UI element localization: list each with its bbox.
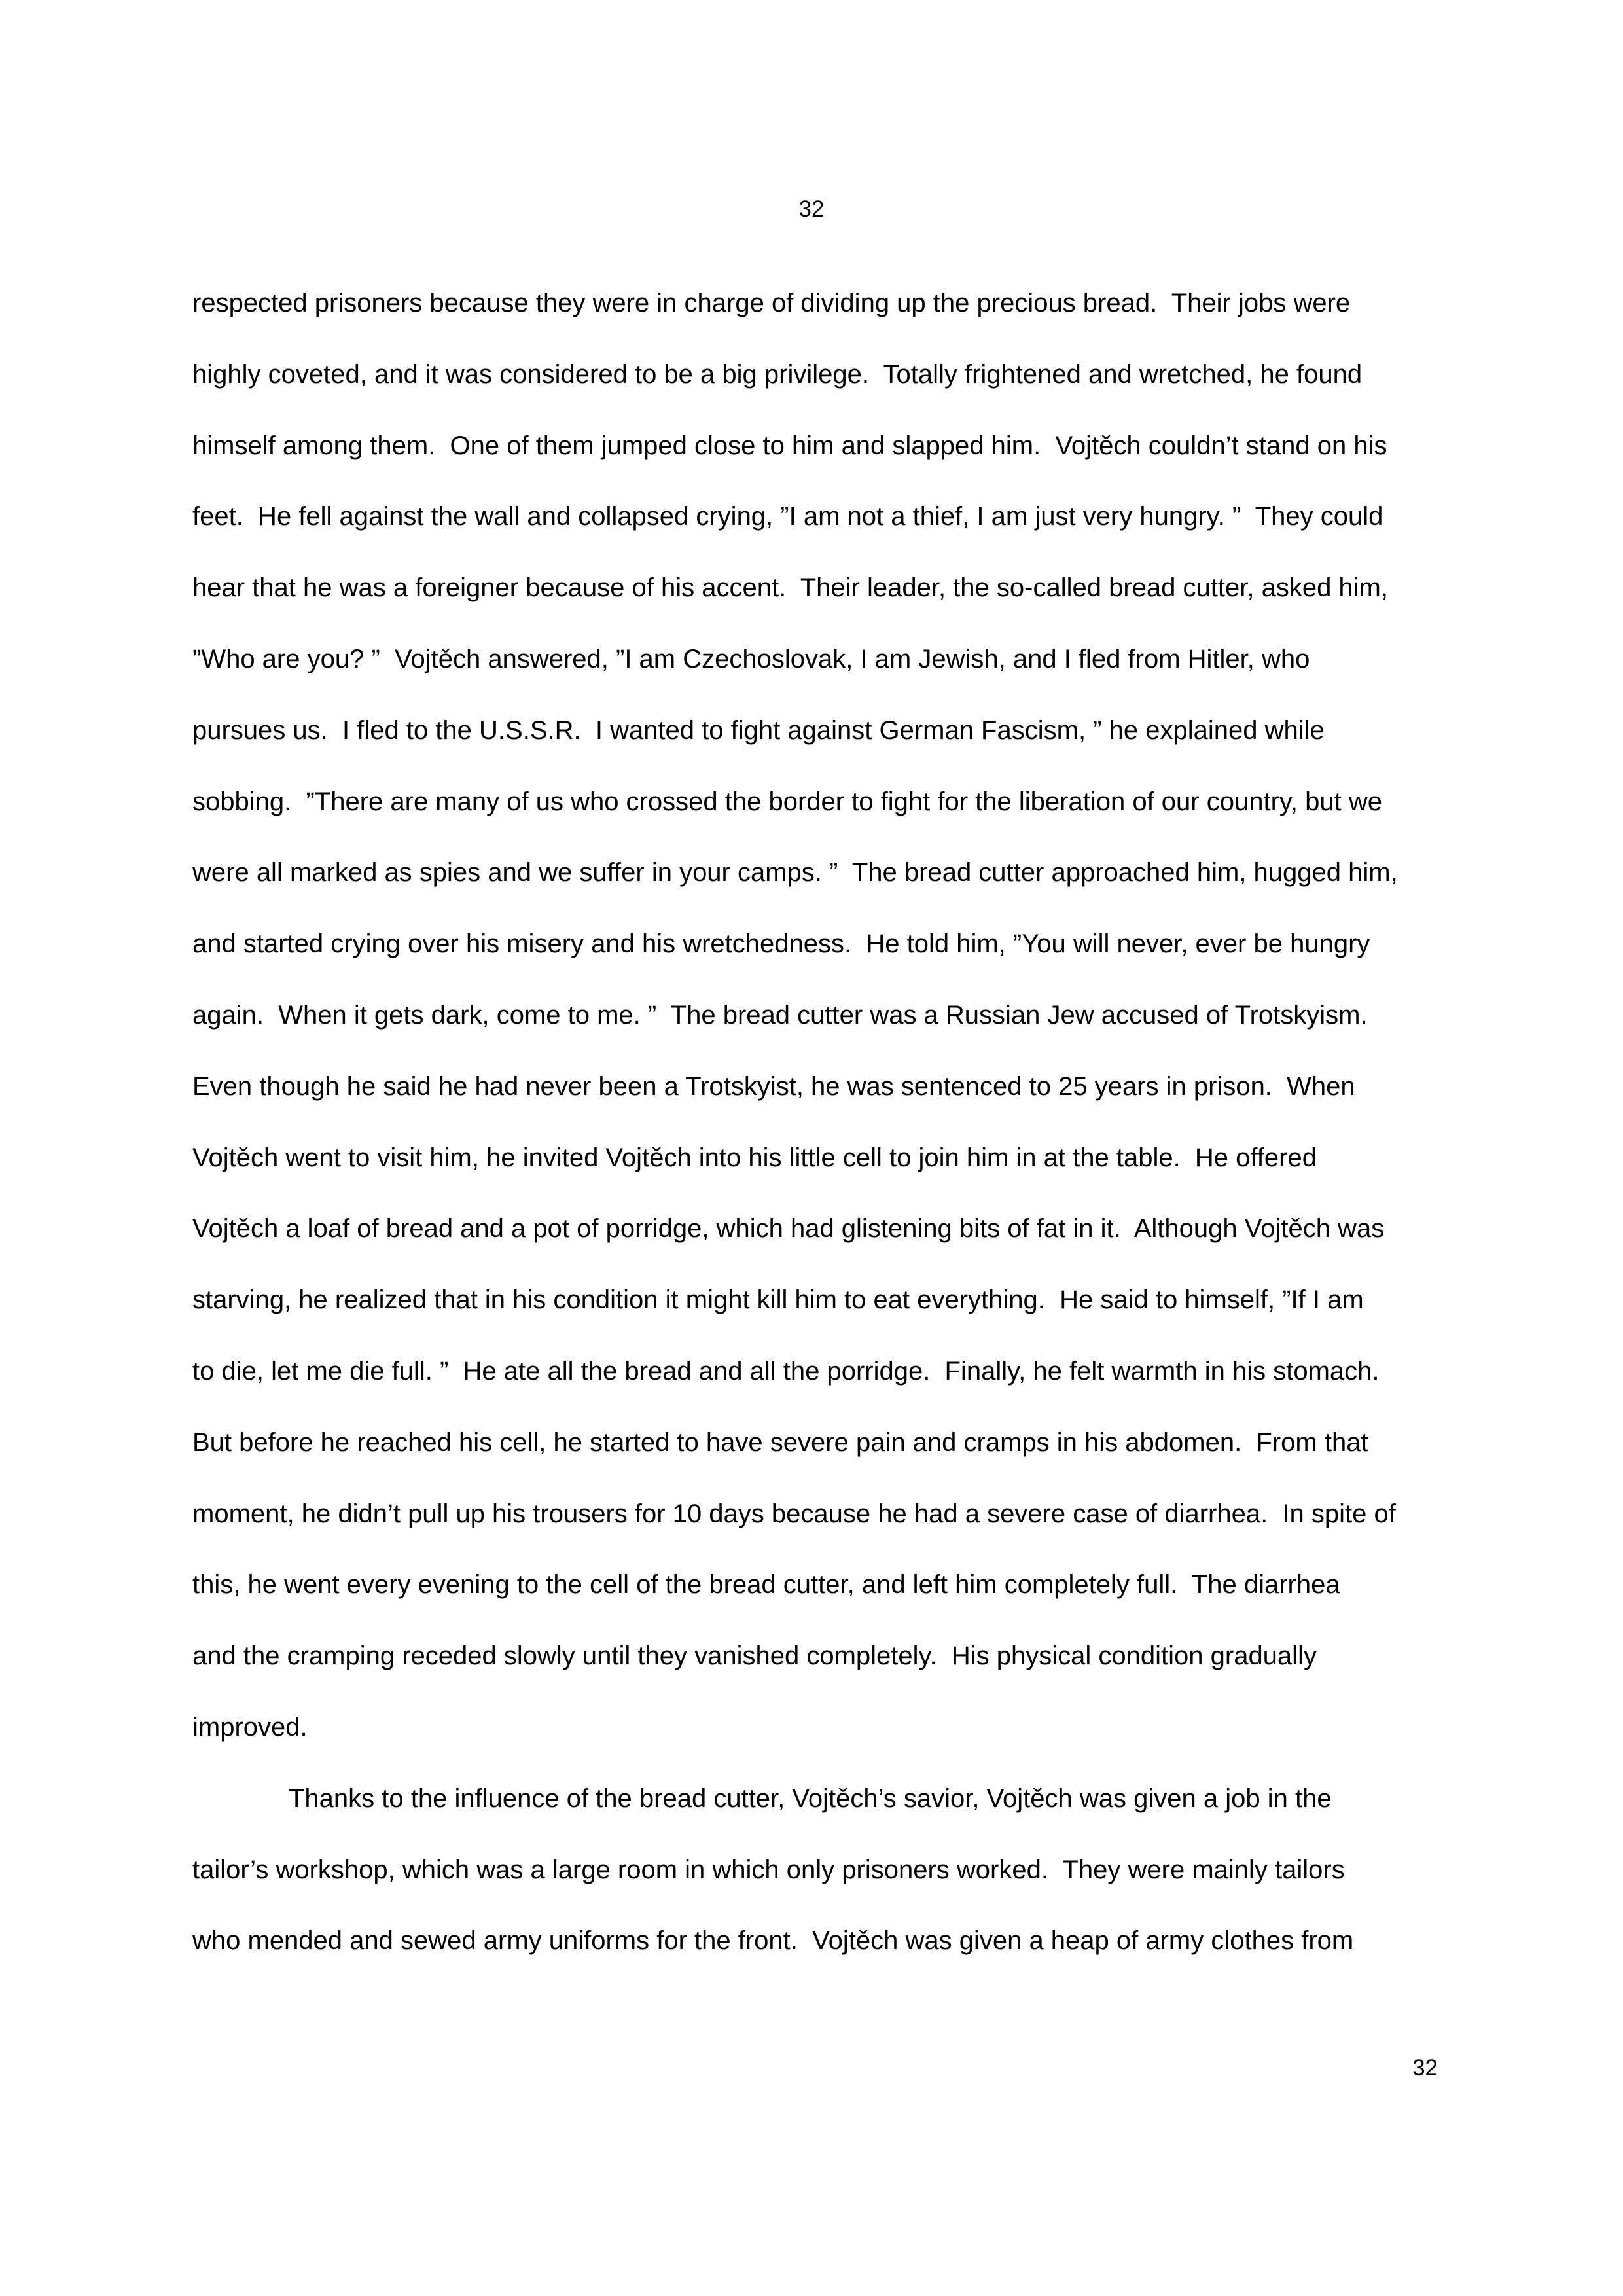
page-number-footer: 32 [1412, 2055, 1438, 2081]
text-line: pursues us. I fled to the U.S.S.R. I wanted to fight against German Fascism, ” he explained while [192, 715, 1325, 745]
text-line: feet. He fell against the wall and collapsed crying, ”I am not a thief, I am just very hungry. ” They could [192, 502, 1383, 531]
text-line: moment, he didn’t pull up his trousers for 10 days because he had a severe case of diarrhea. In spite of [192, 1499, 1396, 1528]
text-line: this, he went every evening to the cell of the bread cutter, and left him completely full. The diarrhea [192, 1570, 1340, 1600]
text-line: to die, let me die full. ” He ate all the bread and all the porridge. Finally, he felt warmth in his stomach. [192, 1356, 1380, 1386]
text-line: again. When it gets dark, come to me. ” The bread cutter was a Russian Jew accused of Trotskyism. [192, 1000, 1368, 1030]
text-line: hear that he was a foreigner because of his accent. Their leader, the so-called bread cutter, asked him, [192, 573, 1388, 603]
text-line: respected prisoners because they were in charge of dividing up the precious bread. Their jobs were [192, 289, 1351, 317]
text-line: and the cramping receded slowly until they vanished completely. His physical condition gradually [192, 1641, 1317, 1671]
text-line: were all marked as spies and we suffer in your camps. ” The bread cutter approached him, hugged him, [192, 858, 1398, 888]
paragraph-first-line: Thanks to the influence of the bread cutter, Vojtěch’s savior, Vojtěch was given a job in the [289, 1784, 1332, 1813]
text-line: himself among them. One of them jumped close to him and slapped him. Vojtěch couldn’t stand on his [192, 431, 1387, 460]
text-line: improved. [192, 1712, 308, 1742]
text-line: But before he reached his cell, he started to have severe pain and cramps in his abdomen. From that [192, 1427, 1368, 1457]
text-line: Even though he said he had never been a Trotskyist, he was sentenced to 25 years in prison. When [192, 1071, 1355, 1101]
page-number-header: 32 [798, 196, 825, 222]
text-line: Vojtěch went to visit him, he invited Vojtěch into his little cell to join him in at the table. He offered [192, 1143, 1317, 1172]
text-line: ”Who are you? ” Vojtěch answered, ”I am Czechoslovak, I am Jewish, and I fled from Hitler, who [192, 644, 1310, 673]
text-line: starving, he realized that in his condition it might kill him to eat everything. He said to himself, ”If I am [192, 1285, 1364, 1315]
text-line: and started crying over his misery and his wretchedness. He told him, ”You will never, ever be hungry [192, 929, 1370, 959]
text-line: who mended and sewed army uniforms for the front. Vojtěch was given a heap of army clothes from [192, 1926, 1354, 1956]
text-line: Vojtěch a loaf of bread and a pot of porridge, which had glistening bits of fat in it. Although Vojtěch was [192, 1214, 1385, 1244]
text-line: tailor’s workshop, which was a large room in which only prisoners worked. They were mainly tailors [192, 1855, 1345, 1884]
text-line: highly coveted, and it was considered to be a big privilege. Totally frightened and wretched, he found [192, 359, 1363, 389]
body-text [192, 289, 1446, 1998]
text-line: sobbing. ”There are many of us who crossed the border to fight for the liberation of our country, but we [192, 787, 1383, 816]
